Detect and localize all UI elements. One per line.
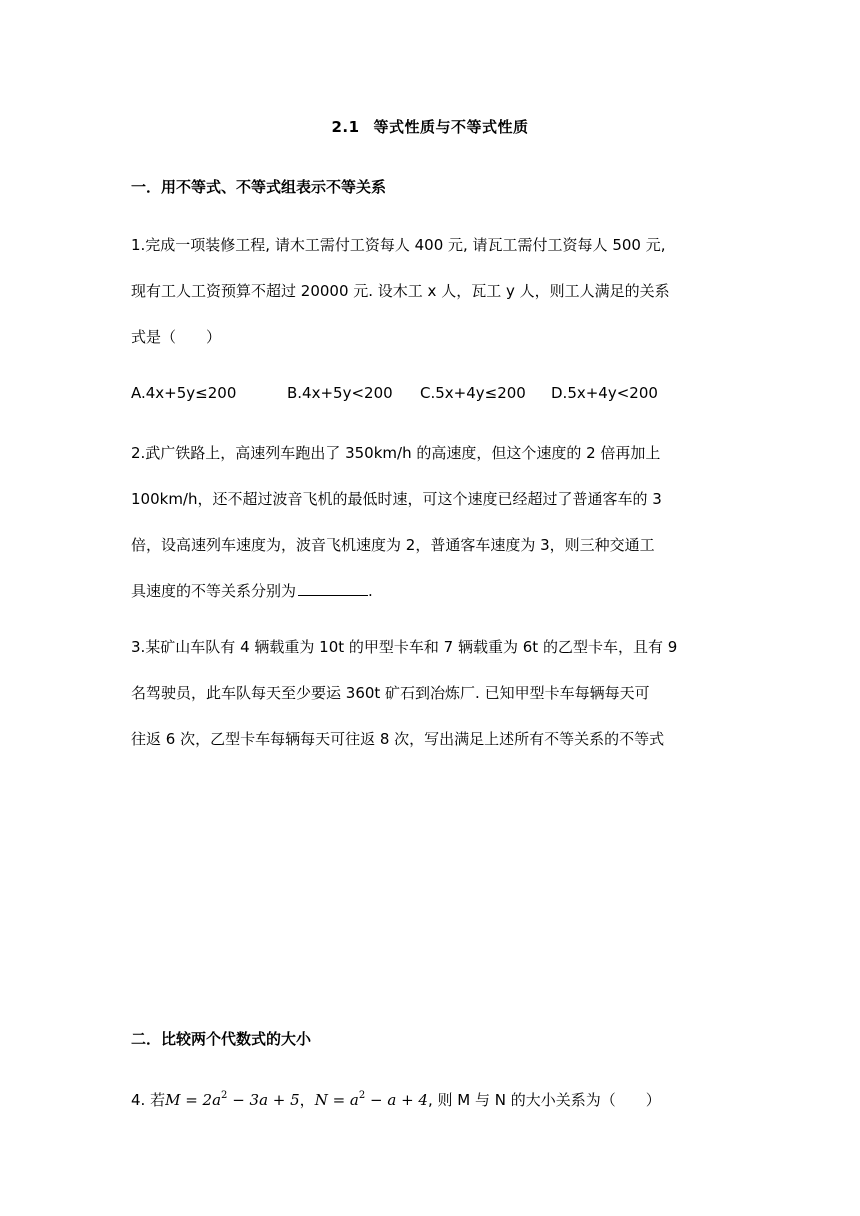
- question-4-prefix: 4. 若: [131, 1091, 166, 1109]
- question-4-line-1: [131, 1073, 733, 1123]
- formula-n-rest: − a + 4: [365, 1091, 428, 1109]
- formula-m-lhs: M: [165, 1091, 181, 1109]
- question-1: [131, 222, 733, 360]
- formula-n-rhs: = a: [327, 1091, 359, 1109]
- answer-blank: [298, 583, 368, 596]
- question-3-line-2: 名驾驶员，此车队每天至少要运 360t 矿石到冶炼厂. 已知甲型卡车每辆每天可: [131, 684, 650, 702]
- question-1-line-1: 1.完成一项装修工程, 请木工需付工资每人 400 元, 请瓦工需付工资每人 500 元,: [131, 236, 666, 254]
- formula-n-lhs: N: [314, 1091, 328, 1109]
- section-heading-1: 一．用不等式、不等式组表示不等关系: [131, 178, 387, 196]
- option-c: C.5x+4y≤200: [420, 384, 526, 402]
- question-2-line-3: 倍，设高速列车速度为，波音飞机速度为 2，普通客车速度为 3，则三种交通工: [131, 536, 655, 554]
- formula-n-exponent: 2: [358, 1090, 366, 1101]
- question-3-line-3: 往返 6 次，乙型卡车每辆每天可往返 8 次，写出满足上述所有不等关系的不等式: [131, 730, 665, 748]
- question-3: [131, 624, 733, 762]
- question-3-line-1: 3.某矿山车队有 4 辆载重为 10t 的甲型卡车和 7 辆载重为 6t 的乙型卡车，且有 9: [131, 638, 678, 656]
- formula-m-rest: − 3a + 5: [227, 1091, 300, 1109]
- question-2-line-4-end: .: [368, 582, 373, 600]
- question-1-line-2: 现有工人工资预算不超过 20000 元. 设木工 x 人，瓦工 y 人，则工人满足的关系: [131, 282, 670, 300]
- formula-m-rhs: = 2a: [180, 1091, 222, 1109]
- question-2-line-4-text: 具速度的不等关系分别为: [131, 582, 297, 600]
- question-1-options: [131, 384, 658, 402]
- title-text: 等式性质与不等式性质: [373, 118, 529, 136]
- formula-separator: ，: [299, 1091, 315, 1109]
- formula-n: [315, 1091, 428, 1109]
- question-4: [131, 1073, 733, 1123]
- option-d: D.5x+4y<200: [551, 384, 658, 402]
- title-number: 2.1: [331, 118, 360, 136]
- option-b: B.4x+5y<200: [287, 384, 393, 402]
- question-4-suffix: , 则 M 与 N 的大小关系为（ ）: [427, 1091, 661, 1109]
- question-2-line-2: 100km/h，还不超过波音飞机的最低时速，可这个速度已经超过了普通客车的 3: [131, 490, 662, 508]
- question-2: [131, 430, 733, 614]
- page-title: [0, 116, 860, 137]
- question-1-line-3: 式是（ ）: [131, 328, 222, 346]
- question-2-line-1: 2.武广铁路上，高速列车跑出了 350km/h 的高速度，但这个速度的 2 倍再加上: [131, 444, 661, 462]
- question-2-line-4: [131, 568, 733, 614]
- option-a: A.4x+5y≤200: [131, 384, 237, 402]
- section-heading-2: 二．比较两个代数式的大小: [131, 1030, 312, 1048]
- formula-m: [165, 1091, 300, 1109]
- formula-m-exponent: 2: [221, 1090, 228, 1101]
